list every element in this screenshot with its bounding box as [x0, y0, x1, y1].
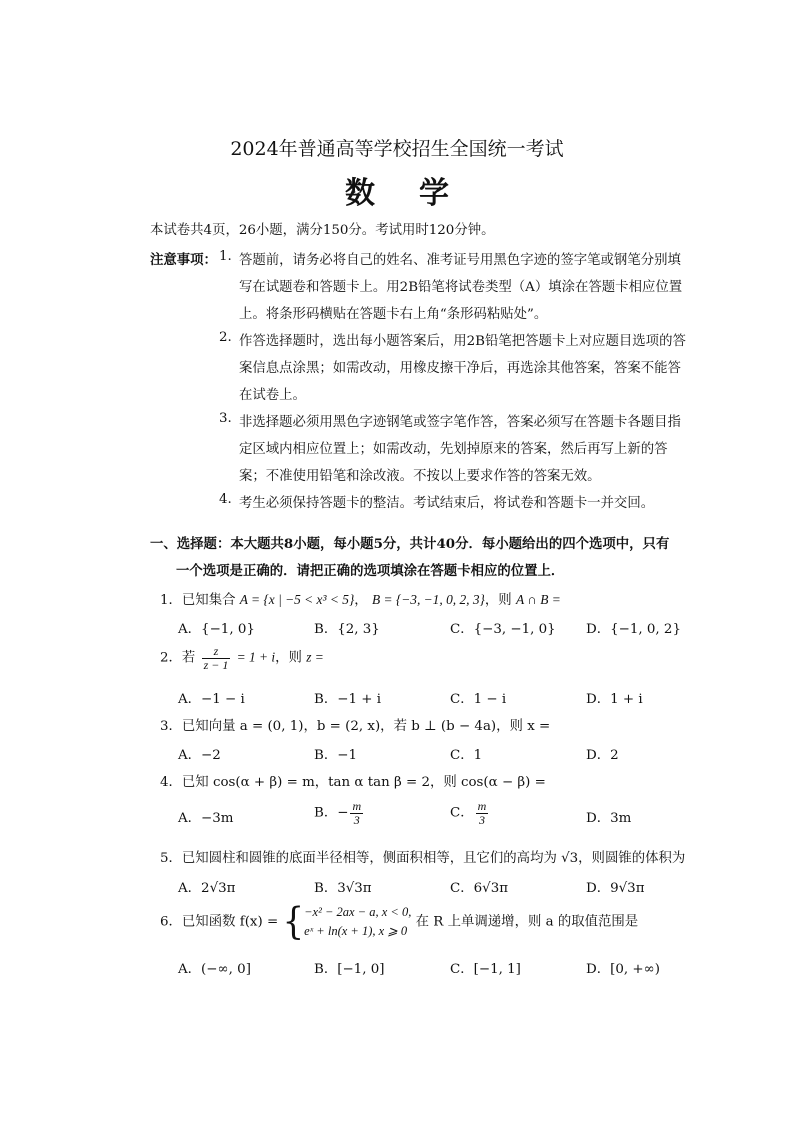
fraction-numerator: z	[202, 645, 231, 659]
case-2: eˣ + ln(x + 1), x ⩾ 0	[304, 923, 408, 938]
question-number: 5．	[160, 851, 182, 866]
note-4-num: 4.	[219, 492, 232, 507]
fraction-denominator: 3	[353, 812, 360, 827]
set-a: A = {x | −5 < x³ < 5}	[239, 592, 355, 607]
option-d[interactable]: D．{−1, 0, 2}	[586, 622, 681, 637]
fraction-numerator: m	[477, 799, 487, 813]
notes-label: 注意事项：	[150, 252, 217, 268]
note-2-line-1: 作答选择题时，选出每小题答案后，用2B铅笔把答题卡上对应题目选项的答	[239, 334, 686, 349]
question-number: 3．	[160, 719, 182, 734]
question-text: 已知圆柱和圆锥的底面半径相等，侧面积相等，且它们的高均为 √3，则圆锥的体积为	[181, 851, 686, 866]
note-4-line-1: 考生必须保持答题卡的整洁。考试结束后，将试卷和答题卡一并交回。	[239, 496, 655, 511]
note-1-line-1: 答题前，请务必将自己的姓名、准考证号用黑色字迹的签字笔或钢笔分别填	[239, 253, 681, 268]
question-2	[160, 645, 324, 671]
option-a[interactable]: A．−1 − i	[178, 692, 245, 707]
question-text: 若	[181, 650, 196, 666]
option-c[interactable]: C．{−3, −1, 0}	[450, 622, 556, 637]
note-1-line-3: 上。将条形码横贴在答题卡右上角“条形码粘贴处”。	[239, 307, 548, 322]
minus-sign: −	[337, 805, 349, 821]
option-d[interactable]: D．[0, +∞)	[586, 962, 660, 977]
section-1-heading-line-2: 一个选项是正确的．请把正确的选项填涂在答题卡相应的位置上．	[176, 563, 565, 579]
option-d[interactable]: D．3m	[586, 811, 632, 826]
option-c[interactable]	[450, 800, 490, 826]
note-3-line-1: 非选择题必须用黑色字迹钢笔或签字笔作答，答案必须写在答题卡各题目指	[239, 415, 681, 430]
expression: = 1 + i	[236, 649, 276, 665]
note-2-line-2: 案信息点涂黑；如需改动，用橡皮擦干净后，再选涂其他答案，答案不能答	[239, 361, 681, 376]
subject-title: 数学	[345, 176, 493, 211]
option-b[interactable]	[314, 800, 365, 826]
question-1	[160, 589, 561, 608]
option-a[interactable]: A．−3m	[178, 811, 234, 826]
option-d[interactable]: D．9√3π	[586, 881, 645, 896]
left-brace: {	[282, 899, 305, 944]
option-d[interactable]: D．1 + i	[586, 692, 643, 707]
question-text: 已知函数 f(x) =	[181, 914, 279, 930]
exam-title: 2024年普通高等学校招生全国统一考试	[230, 138, 564, 160]
fraction	[350, 800, 363, 826]
question-text: 已知 cos(α + β) = m，tan α tan β = 2，则 cos(α − β) =	[181, 775, 546, 790]
option-b[interactable]: B．−1 + i	[314, 692, 381, 707]
piecewise-cases	[304, 903, 411, 941]
set-b: B = {−3, −1, 0, 2, 3}	[371, 592, 485, 607]
question-text: 已知集合	[181, 593, 236, 608]
option-b[interactable]: B．[−1, 0]	[314, 962, 385, 977]
question-text: ，则	[275, 650, 302, 666]
separator: ，	[354, 593, 368, 608]
question-4	[160, 771, 546, 790]
option-c[interactable]: C．1 − i	[450, 692, 507, 707]
fraction-denominator: z − 1	[203, 657, 229, 672]
case-1: −x² − 2ax − a, x < 0,	[304, 905, 412, 919]
note-2-line-3: 在试卷上。	[239, 388, 306, 403]
question-number: 1．	[160, 593, 182, 608]
option-a[interactable]: A．2√3π	[178, 881, 236, 896]
question-6	[160, 899, 639, 944]
note-3-num: 3.	[219, 411, 232, 426]
question-3	[160, 715, 550, 734]
option-letter: B．	[314, 805, 338, 821]
option-c[interactable]: C．6√3π	[450, 881, 509, 896]
option-a[interactable]: A．−2	[178, 748, 221, 763]
option-c[interactable]: C．1	[450, 748, 483, 763]
section-1-heading-line-1: 一、选择题：本大题共8小题，每小题5分，共计40分．每小题给出的四个选项中，只有	[150, 536, 670, 552]
option-b[interactable]: B．−1	[314, 748, 357, 763]
option-b[interactable]: B．{2, 3}	[314, 622, 380, 637]
fraction-numerator: m	[352, 799, 362, 813]
expression: A ∩ B =	[515, 592, 561, 607]
expression: z =	[306, 649, 324, 665]
question-text: ，则	[484, 593, 512, 608]
note-1-num: 1.	[219, 249, 232, 264]
option-d[interactable]: D．2	[586, 748, 619, 763]
question-number: 4．	[160, 775, 182, 790]
fraction	[202, 645, 231, 671]
exam-intro: 本试卷共4页，26小题，满分150分。考试用时120分钟。	[150, 223, 495, 238]
option-a[interactable]: A．(−∞, 0]	[178, 962, 251, 977]
option-b[interactable]: B．3√3π	[314, 881, 372, 896]
question-number: 2．	[160, 650, 182, 666]
question-text: 已知向量 a = (0, 1)，b = (2, x)，若 b ⊥ (b − 4a)，则 x =	[181, 719, 551, 734]
note-3-line-3: 案；不准使用铅笔和涂改液。不按以上要求作答的答案无效。	[239, 469, 601, 484]
note-2-num: 2.	[219, 330, 232, 345]
note-1-line-2: 写在试题卷和答题卡上。用2B铅笔将试卷类型（A）填涂在答题卡相应位置	[239, 280, 683, 295]
option-letter: C．	[450, 805, 474, 821]
fraction-denominator: 3	[478, 812, 485, 827]
option-c[interactable]: C．[−1, 1]	[450, 962, 521, 977]
question-text: 在 R 上单调递增，则 a 的取值范围是	[415, 914, 639, 930]
question-5	[160, 847, 685, 866]
note-3-line-2: 定区域内相应位置上；如需改动，先划掉原来的答案，然后再写上新的答	[239, 442, 668, 457]
option-a[interactable]: A．{−1, 0}	[178, 622, 255, 637]
question-number: 6．	[160, 914, 182, 930]
fraction	[476, 800, 489, 826]
